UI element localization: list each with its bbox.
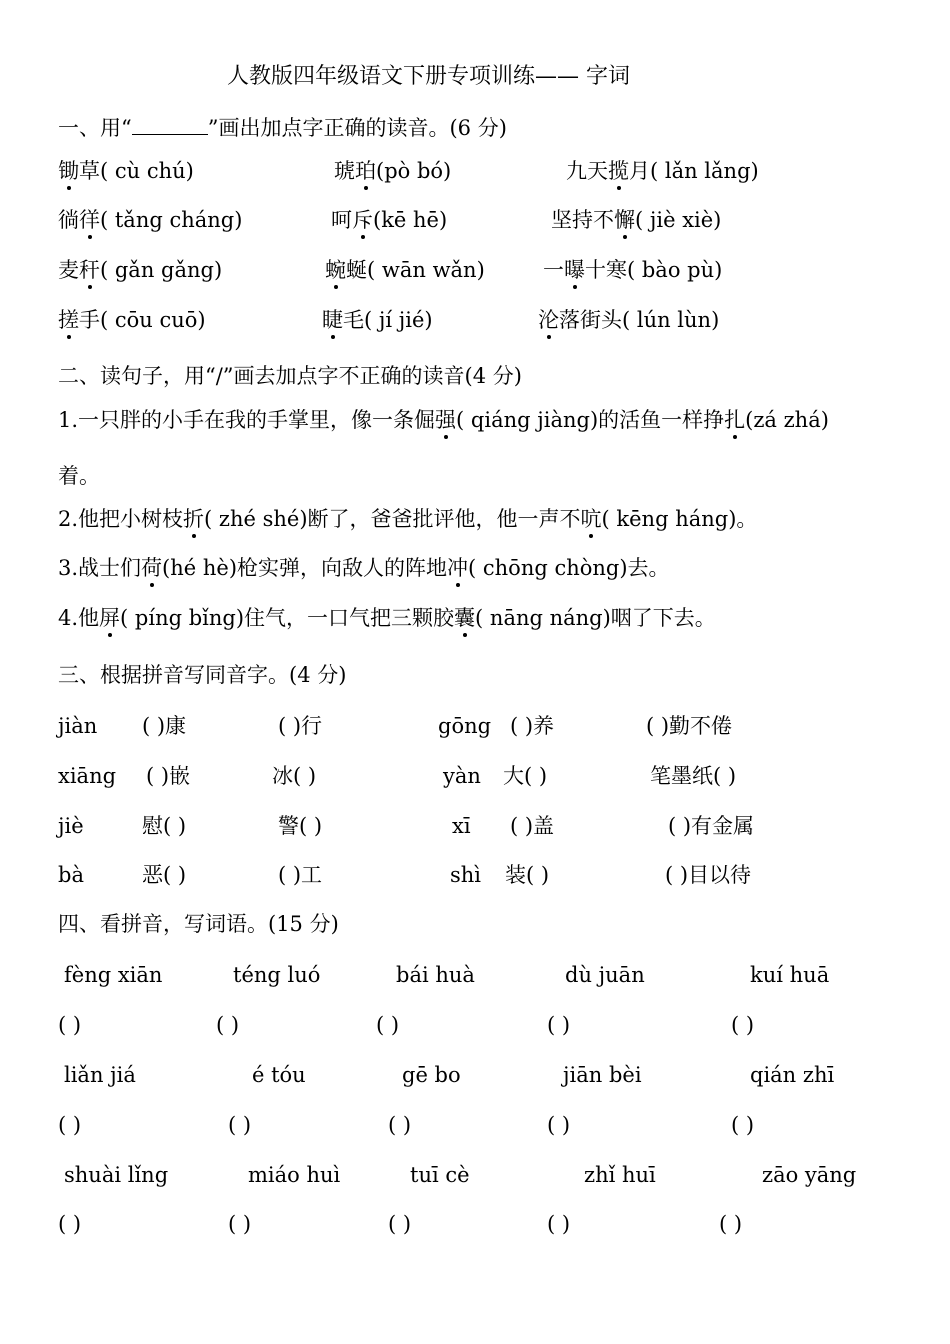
dotted-char: 懈 — [614, 208, 635, 232]
dotted-char: 吭 — [580, 507, 602, 531]
homophone-blank: 大( ) — [503, 764, 548, 788]
s1-item-7 — [58, 257, 222, 283]
answer-box: ( ) — [547, 1113, 571, 1137]
answer-box: ( ) — [58, 1212, 82, 1236]
homophone-blank: 慰( ) — [142, 814, 187, 838]
section-1-heading — [58, 114, 507, 141]
word-pinyin: shuài lǐng — [64, 1163, 169, 1187]
word-pinyin: zhǐ huī — [584, 1163, 656, 1187]
sentence-text: ( qiáng jiàng)的活鱼一样挣 — [456, 408, 725, 432]
dotted-char: 曝 — [564, 258, 585, 282]
answer-box: ( ) — [388, 1212, 412, 1236]
s1-item-text: (kē hē) — [373, 208, 448, 232]
s1-item-pre: 呵 — [331, 208, 352, 232]
answer-box: ( ) — [58, 1113, 82, 1137]
s1-item-text: ( gǎn gǎng) — [100, 258, 223, 282]
s1-item-pre: 坚持不 — [551, 208, 614, 232]
s1-item-3 — [566, 158, 759, 184]
s2-sentence-4 — [58, 605, 716, 631]
dotted-char: 沦 — [538, 308, 559, 332]
word-pinyin: miáo huì — [248, 1163, 341, 1187]
sentence-text: ( zhé shé)断了，爸爸批评他，他一声不 — [204, 507, 581, 531]
dotted-char: 秆 — [79, 258, 100, 282]
s1-item-pre: 琥 — [334, 159, 355, 183]
dotted-char: 屏 — [99, 606, 121, 630]
s1-item-text: 毛( jí jié) — [343, 308, 433, 332]
homophone-blank: ( )康 — [142, 714, 187, 738]
s1-item-6 — [551, 207, 721, 233]
homophone-blank: ( )目以待 — [665, 863, 752, 887]
s1-item-1 — [58, 158, 194, 184]
dotted-char: 囊 — [454, 606, 476, 630]
sentence-text: ( chōng chòng)去。 — [468, 556, 670, 580]
dotted-char: 锄 — [58, 159, 79, 183]
pinyin-label: gōng — [438, 714, 492, 738]
dotted-char: 冲 — [447, 556, 469, 580]
dotted-char: 揽 — [608, 159, 629, 183]
section-3-heading: 三、根据拼音写同音字。(4 分) — [58, 663, 347, 687]
sentence-text: 2.他把小树枝 — [58, 507, 184, 531]
word-pinyin: jiān bèi — [563, 1063, 642, 1087]
s1-item-pre: 徜 — [58, 208, 79, 232]
page-title: 人教版四年级语文下册专项训练—— 字词 — [227, 64, 630, 89]
answer-box: ( ) — [228, 1212, 252, 1236]
word-pinyin: zāo yāng — [762, 1163, 857, 1187]
homophone-blank: 恶( ) — [142, 863, 187, 887]
pinyin-label: yàn — [443, 764, 481, 788]
word-pinyin: dù juān — [565, 963, 645, 987]
dotted-char: 强 — [435, 408, 457, 432]
s1-item-4 — [58, 207, 242, 233]
answer-box: ( ) — [376, 1013, 400, 1037]
word-pinyin: liǎn jiá — [64, 1063, 136, 1087]
word-pinyin: téng luó — [233, 963, 321, 987]
sentence-text: 4.他 — [58, 606, 100, 630]
answer-box: ( ) — [547, 1013, 571, 1037]
homophone-blank: ( )养 — [510, 714, 555, 738]
section-1-heading-post: ”画出加点字正确的读音。(6 分) — [207, 116, 507, 140]
sentence-text: ( nāng náng)咽了下去。 — [475, 606, 716, 630]
s1-item-text: 手( cōu cuō) — [79, 308, 206, 332]
s1-item-text: 十寒( bào pù) — [585, 258, 723, 282]
word-pinyin: tuī cè — [410, 1163, 470, 1187]
answer-box: ( ) — [228, 1113, 252, 1137]
word-pinyin: bái huà — [396, 963, 475, 987]
s1-item-text: ( jiè xiè) — [635, 208, 722, 232]
dotted-char: 斥 — [352, 208, 373, 232]
homophone-blank: ( )工 — [278, 863, 323, 887]
s1-item-10 — [58, 307, 206, 333]
answer-box: ( ) — [731, 1113, 755, 1137]
s1-item-8 — [325, 257, 485, 283]
s1-item-2 — [334, 158, 451, 184]
dotted-char: 蜿 — [325, 258, 346, 282]
homophone-blank: ( )行 — [278, 714, 323, 738]
word-pinyin: qián zhī — [750, 1063, 835, 1087]
answer-box: ( ) — [216, 1013, 240, 1037]
pinyin-label: xiāng — [58, 764, 117, 788]
dotted-char: 荷 — [141, 556, 163, 580]
sentence-text: 1.一只胖的小手在我的手掌里，像一条倔 — [58, 408, 436, 432]
homophone-blank: ( )有金属 — [668, 814, 755, 838]
homophone-blank: 笔墨纸( ) — [650, 764, 737, 788]
homophone-blank: ( )盖 — [510, 814, 555, 838]
answer-box: ( ) — [731, 1013, 755, 1037]
s1-item-pre: 九天 — [566, 159, 608, 183]
s2-sentence-1 — [58, 407, 829, 433]
answer-box: ( ) — [388, 1113, 412, 1137]
s1-item-text: 落街头( lún lùn) — [559, 308, 720, 332]
word-pinyin: é tóu — [252, 1063, 306, 1087]
word-pinyin: kuí huā — [750, 963, 830, 987]
dotted-char: 睫 — [322, 308, 343, 332]
s1-item-text: 月( lǎn lǎng) — [629, 159, 759, 183]
underline-sample — [132, 114, 208, 135]
pinyin-label: shì — [450, 863, 482, 887]
answer-box: ( ) — [547, 1212, 571, 1236]
homophone-blank: 警( ) — [278, 814, 323, 838]
pinyin-label: jiè — [58, 814, 84, 838]
sentence-text: 3.战士们 — [58, 556, 142, 580]
answer-box: ( ) — [58, 1013, 82, 1037]
answer-box: ( ) — [719, 1212, 743, 1236]
sentence-text: ( píng bǐng)住气，一口气把三颗胶 — [120, 606, 455, 630]
s2-sentence-2 — [58, 506, 757, 532]
dotted-char: 扎 — [724, 408, 746, 432]
s2-sentence-1-cont: 着。 — [58, 464, 100, 488]
s2-sentence-3 — [58, 555, 670, 581]
homophone-blank: ( )勤不倦 — [646, 714, 733, 738]
pinyin-label: xī — [452, 814, 471, 838]
s1-item-pre: 麦 — [58, 258, 79, 282]
s1-item-9 — [543, 257, 722, 283]
dotted-char: 折 — [183, 507, 205, 531]
section-2-heading: 二、读句子，用“/”画去加点字不正确的读音(4 分) — [58, 364, 522, 388]
section-4-heading: 四、看拼音，写词语。(15 分) — [58, 912, 339, 936]
dotted-char: 搓 — [58, 308, 79, 332]
word-pinyin: fèng xiān — [64, 963, 163, 987]
homophone-blank: 装( ) — [505, 863, 550, 887]
dotted-char: 珀 — [355, 159, 376, 183]
pinyin-label: jiàn — [58, 714, 98, 738]
homophone-blank: 冰( ) — [272, 764, 317, 788]
section-1-heading-pre: 一、用“ — [58, 116, 132, 140]
sentence-text: (hé hè)枪实弹，向敌人的阵地 — [162, 556, 448, 580]
s1-item-text: 蜒( wān wǎn) — [346, 258, 485, 282]
sentence-text: ( kēng háng)。 — [601, 507, 758, 531]
s1-item-11 — [322, 307, 433, 333]
word-pinyin: gē bo — [402, 1063, 461, 1087]
s1-item-text: (pò bó) — [376, 159, 452, 183]
s1-item-5 — [331, 207, 447, 233]
s1-item-pre: 一 — [543, 258, 564, 282]
sentence-text: (zá zhá) — [745, 408, 829, 432]
homophone-blank: ( )嵌 — [146, 764, 191, 788]
s1-item-text: 草( cù chú) — [79, 159, 194, 183]
pinyin-label: bà — [58, 863, 84, 887]
dotted-char: 徉 — [79, 208, 100, 232]
s1-item-text: ( tǎng cháng) — [100, 208, 243, 232]
s1-item-12 — [538, 307, 719, 333]
